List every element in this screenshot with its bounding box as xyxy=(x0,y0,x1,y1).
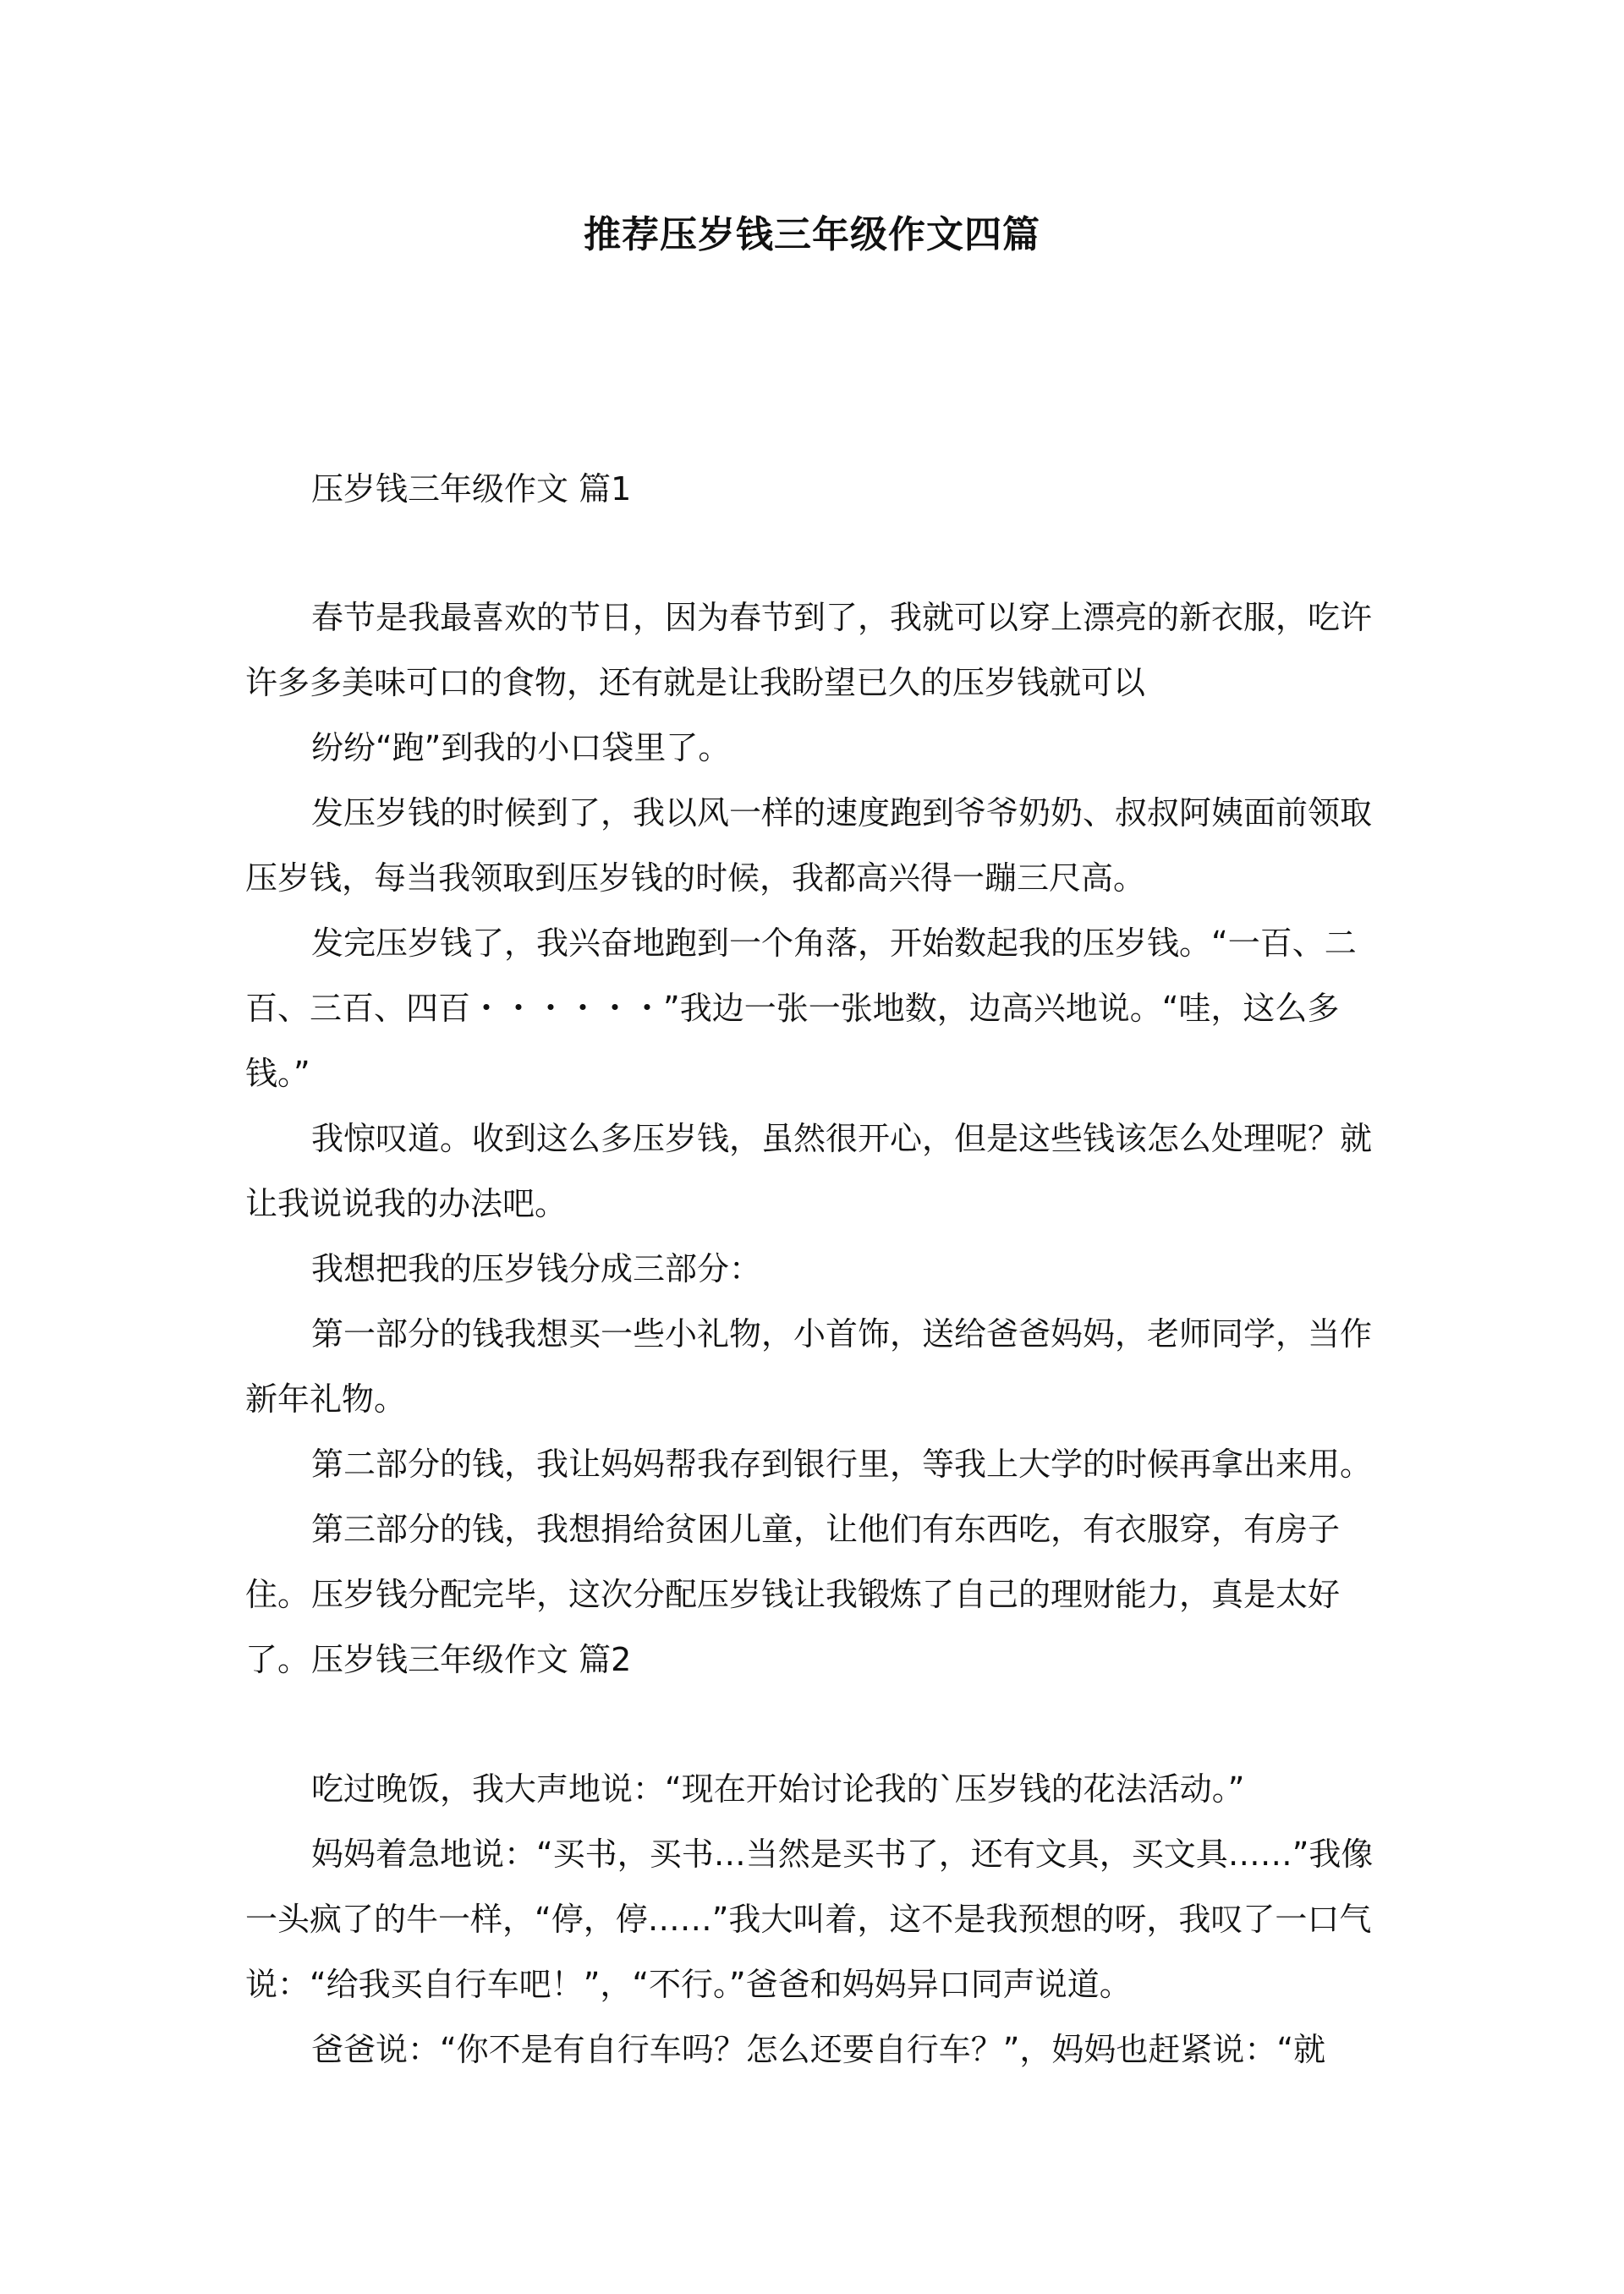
paragraph: 第三部分的钱，我想捐给贫困儿童，让他们有东西吃，有衣服穿，有房子住。 xyxy=(245,1511,1341,1613)
paragraph: 我想把我的压岁钱分成三部分： xyxy=(311,1250,762,1287)
paragraph: 第二部分的钱，我让妈妈帮我存到银行里，等我上大学的时候再拿出来用。 xyxy=(311,1446,1373,1483)
document-title: 推荐压岁钱三年级作文四篇 xyxy=(584,213,1040,256)
paragraph: 妈妈着急地说：“买书，买书…当然是买书了，还有文具，买文具……”我像一头疯了的牛一样，“停，停……”我大叫着，这不是我预想的呀，我叹了一口气说：“给我买自行车吧！”，“不行。”爸爸和妈妈异口同声说道。 xyxy=(245,1836,1374,2003)
paragraph: 我惊叹道。收到这么多压岁钱，虽然很开心，但是这些钱该怎么处理呢？就让我说说我的办法吧。 xyxy=(245,1120,1373,1222)
paragraph: 纷纷“跑”到我的小口袋里了。 xyxy=(311,729,731,766)
paragraph: 爸爸说：“你不是有自行车吗？怎么还要自行车？”，妈妈也赶紧说：“就 xyxy=(311,2031,1326,2068)
paragraph: 春节是我最喜欢的节日，因为春节到了，我就可以穿上漂亮的新衣服，吃许许多多美味可口的食物，还有就是让我盼望已久的压岁钱就可以 xyxy=(245,599,1373,701)
paragraph: 第一部分的钱我想买一些小礼物，小首饰，送给爸爸妈妈，老师同学，当作新年礼物。 xyxy=(245,1315,1373,1418)
paragraph: 发压岁钱的时候到了，我以风一样的速度跑到爷爷奶奶、叔叔阿姨面前领取压岁钱，每当我领取到压岁钱的时候，我都高兴得一蹦三尺高。 xyxy=(245,794,1373,897)
paragraph: 压岁钱分配完毕，这次分配压岁钱让我锻炼了自己的理财能力，真是太好了。 xyxy=(245,1576,1341,1678)
section-heading: 压岁钱三年级作文 篇2 xyxy=(311,1641,632,1678)
section-heading: 压岁钱三年级作文 篇1 xyxy=(311,470,632,508)
paragraph: 发完压岁钱了，我兴奋地跑到一个角落，开始数起我的压岁钱。“一百、二百、三百、四百・・・・・・”我边一张一张地数，边高兴地说。“哇，这么多钱。” xyxy=(245,925,1357,1092)
paragraph: 吃过晚饭，我大声地说：“现在开始讨论我的`压岁钱的花法活动。” xyxy=(311,1770,1245,1808)
